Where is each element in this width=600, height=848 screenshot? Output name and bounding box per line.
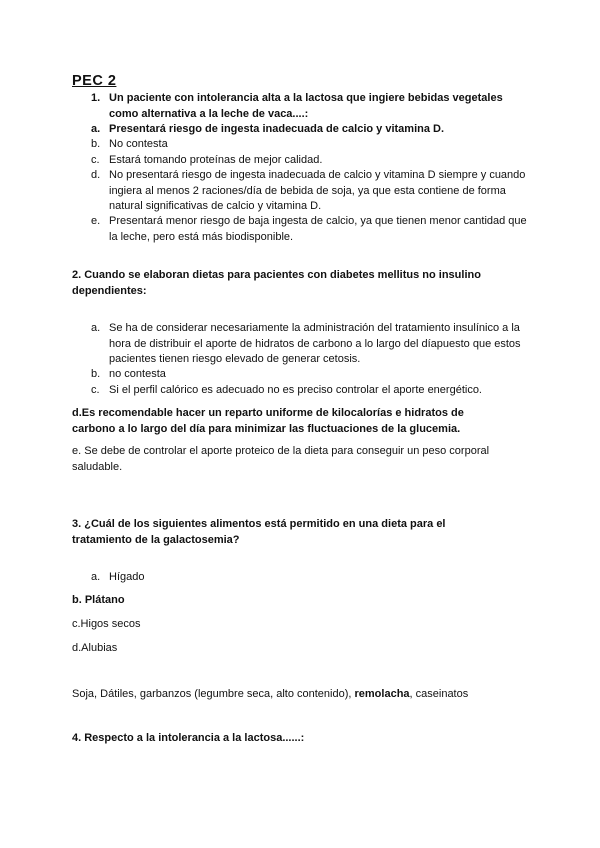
- page-title: PEC 2: [72, 73, 117, 89]
- q1-option-b-text: No contesta: [109, 138, 168, 150]
- q3-option-b: b. Plátano: [72, 594, 125, 606]
- q3-note-bold: remolacha: [354, 688, 410, 700]
- question-3: 3. ¿Cuál de los siguientes alimentos está permitido en una dieta para el tratamiento de la galactosemia?: [72, 518, 446, 546]
- q2-option-d: d.Es recomendable hacer un reparto uniforme de kilocalorías e hidratos de carbono a lo largo del día para minimizar las fluctuaciones de la glucemia.: [72, 407, 464, 435]
- q2-option-b-label: b.: [91, 368, 101, 380]
- question-1: [91, 91, 531, 123]
- question-2: 2. Cuando se elaboran dietas para pacientes con diabetes mellitus no insulino dependientes:: [72, 269, 481, 297]
- q2-option-c-label: c.: [91, 384, 100, 396]
- q1-option-e-label: e.: [91, 215, 101, 227]
- q3-note-part2: , caseinatos: [409, 688, 469, 700]
- q2-option-c-text: Si el perfil calórico es adecuado no es preciso controlar el aporte energético.: [109, 384, 482, 396]
- q2-option-a-text: Se ha de considerar necesariamente la administración del tratamiento insulínico a la hora de distribuir el aporte de hidratos de carbono a lo largo del díapuesto que estos pacientes tienen riesgo elevado de generar cetosis.: [109, 322, 521, 365]
- question-1-number: 1.: [91, 92, 101, 104]
- q1-option-e-text: Presentará menor riesgo de baja ingesta de calcio, ya que tienen menor cantidad que la leche, pero está más biodisponible.: [109, 215, 527, 243]
- q2-option-b-text: no contesta: [109, 368, 166, 380]
- q2-option-a-label: a.: [91, 322, 101, 334]
- q3-option-a-text: Hígado: [109, 571, 145, 583]
- question-4: 4. Respecto a la intolerancia a la lactosa......:: [72, 732, 305, 744]
- q3-note-part1: Soja, Dátiles, garbanzos (legumbre seca, alto contenido),: [72, 688, 355, 700]
- q1-option-a-label: a.: [91, 123, 101, 135]
- question-1-text: Un paciente con intolerancia alta a la lactosa que ingiere bebidas vegetales como alternativa a la leche de vaca....:: [109, 92, 503, 120]
- q3-option-a-label: a.: [91, 571, 101, 583]
- q1-option-d-label: d.: [91, 169, 101, 181]
- q1-option-a-text: Presentará riesgo de ingesta inadecuada de calcio y vitamina D.: [109, 123, 445, 135]
- q1-option-d-text: No presentará riesgo de ingesta inadecuada de calcio y vitamina D siempre y cuando ingiera al menos 2 raciones/día de bebida de soja, ya que esta contiene de forma natural significativas de calcio y vitamina D.: [109, 169, 526, 212]
- q3-option-c: c.Higos secos: [72, 618, 141, 630]
- q2-option-e: e. Se debe de controlar el aporte proteico de la dieta para conseguir un peso corporal saludable.: [72, 445, 490, 473]
- q1-option-b-label: b.: [91, 138, 101, 150]
- q1-option-c-label: c.: [91, 154, 100, 166]
- q1-option-c-text: Estará tomando proteínas de mejor calidad.: [109, 154, 323, 166]
- q3-note: [72, 687, 552, 703]
- q3-option-d: d.Alubias: [72, 642, 118, 654]
